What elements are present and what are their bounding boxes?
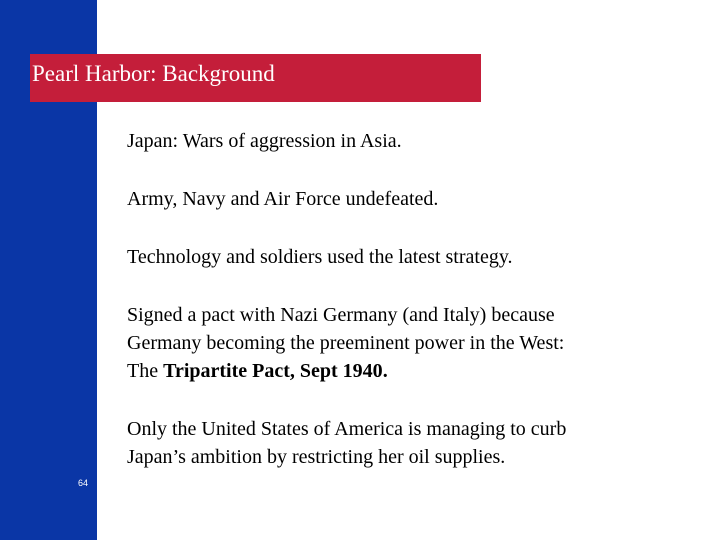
- bullet-line: Germany becoming the preeminent power in the West:: [127, 332, 565, 354]
- title-bar: [30, 54, 481, 102]
- bullet-line: Only the United States of America is managing to curb: [127, 418, 567, 440]
- bullet-line: Japan’s ambition by restricting her oil supplies.: [127, 446, 506, 468]
- bullet-line: [127, 357, 697, 385]
- slide-number: 64: [78, 478, 89, 488]
- list-item: [127, 185, 697, 213]
- bullet-text: Army, Navy and Air Force undefeated.: [127, 188, 439, 210]
- slide-title: Pearl Harbor: Background: [32, 61, 275, 86]
- bullet-line: Signed a pact with Nazi Germany (and Italy) because: [127, 304, 555, 326]
- bullet-line: [127, 127, 697, 155]
- bullet-text: The: [127, 360, 164, 382]
- bullet-list: [127, 127, 697, 471]
- bullet-text: Technology and soldiers used the latest strategy.: [127, 246, 513, 268]
- bullet-text: .: [382, 360, 388, 382]
- list-item: [127, 301, 697, 385]
- list-item: [127, 127, 697, 155]
- bullet-text: : Wars of aggression in Asia.: [172, 130, 402, 152]
- pact-name: Tripartite Pact, Sept 1940: [163, 360, 383, 382]
- list-item: [127, 415, 697, 471]
- list-item: [127, 243, 697, 271]
- bullet-lead: Japan: [127, 130, 173, 152]
